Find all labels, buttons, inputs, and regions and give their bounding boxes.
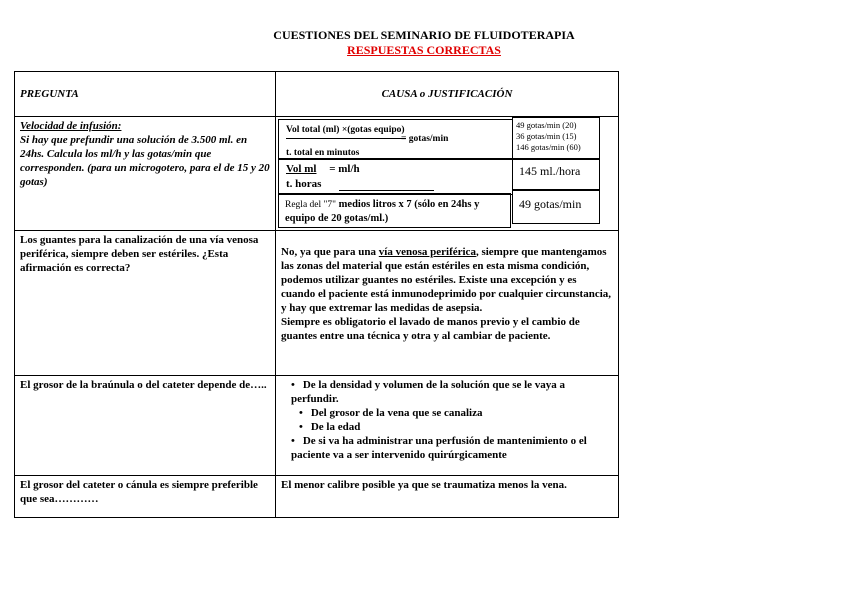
formula-mlh-result: = ml/h xyxy=(329,163,360,175)
header-pregunta: PREGUNTA xyxy=(15,72,276,117)
answer-text: No, ya que para una xyxy=(281,246,379,258)
formula-gotas-numerator: Vol total (ml) ×(gotas equipo) xyxy=(286,125,405,135)
gotas-line: 36 gotas/min (15) xyxy=(516,131,577,141)
answer-text-cont: , siempre que mantengamos las zonas del material que están estériles en esta misma condición, podemos utilizar guantes no estériles. Existe una excepción y es cuando el paciente está inmunodeprimido por cualquier circunstancia, y hay que extremar las medidas de asepsia. xyxy=(281,246,612,314)
table-row xyxy=(15,476,619,518)
list-item: • De la edad xyxy=(291,420,613,434)
fraction-line xyxy=(286,138,406,139)
question-cell: Los guantes para la canalización de una vía venosa periférica, siempre deben ser estériles. ¿Esta afirmación es correcta? xyxy=(15,231,276,376)
answer-cell: El menor calibre posible ya que se traumatiza menos la vena. xyxy=(276,476,619,518)
questions-table xyxy=(14,71,619,518)
header-justificacion xyxy=(276,72,619,117)
rule-prefix: Regla del "7" xyxy=(285,200,337,210)
gotas-line: 49 gotas/min (20) xyxy=(516,120,577,130)
header-justificacion-text: CAUSA o JUSTIFICACIÓN xyxy=(381,88,513,100)
list-item: • De si va ha administrar una perfusión de mantenimiento o el paciente va a ser intervenido quirúrgicamente xyxy=(291,434,613,462)
rule-text: medios litros x 7 (sólo en 24hs y equipo de 20 gotas/ml.) xyxy=(285,199,480,224)
gotas-line: 146 gotas/min (60) xyxy=(516,142,581,152)
question-text: Si hay que prefundir una solución de 3.500 ml. en 24hs. Calcula los ml/h y las gotas/min que corresponden. (para un microgotero, para el de 15 y 20 gotas) xyxy=(20,134,270,188)
formula-mlh-numerator xyxy=(286,162,360,176)
gotas-result-box xyxy=(512,190,600,224)
table-row xyxy=(15,231,619,376)
answer-cell xyxy=(276,376,619,476)
mlh-result: 145 ml./hora xyxy=(519,164,581,178)
question-cell xyxy=(15,117,276,231)
formula-gotas-denominator: t. total en minutos xyxy=(286,148,360,158)
table-header-row xyxy=(15,72,619,117)
formula-mlh-vol: Vol ml xyxy=(286,163,317,175)
fraction-line xyxy=(339,190,434,191)
answer-underlined: vía venosa periférica xyxy=(378,246,476,258)
answer-second-paragraph: Siempre es obligatorio el lavado de manos previo y el cambio de guantes entre una técnica y otra y al cambiar de paciente. xyxy=(281,316,580,342)
formula-gotas-result: = gotas/min xyxy=(401,134,449,144)
formula-gotas-box xyxy=(278,119,513,160)
list-item: • Del grosor de la vena que se canaliza xyxy=(291,406,613,420)
answer-bullet-list xyxy=(281,378,613,462)
answer-cell xyxy=(276,231,619,376)
formula-mlh-denominator: t. horas xyxy=(286,178,322,190)
table-row xyxy=(15,117,619,231)
formula-mlh-box xyxy=(278,158,513,195)
question-cell: El grosor de la braúnula o del cateter depende de….. xyxy=(15,376,276,476)
mlh-result-box xyxy=(512,159,600,190)
document-title: CUESTIONES DEL SEMINARIO DE FLUIDOTERAPIA xyxy=(273,28,575,42)
list-item: • De la densidad y volumen de la solución que se le vaya a perfundir. xyxy=(291,378,613,406)
question-title: Velocidad de infusión: xyxy=(20,120,122,132)
document-subtitle: RESPUESTAS CORRECTAS xyxy=(347,43,501,57)
table-row xyxy=(15,376,619,476)
rule-of-seven-box xyxy=(278,193,511,228)
gotas-results-box xyxy=(512,117,600,159)
gotas-result: 49 gotas/min xyxy=(519,197,582,211)
answer-cell xyxy=(276,117,619,231)
question-cell: El grosor del cateter o cánula es siempre preferible que sea………… xyxy=(15,476,276,518)
